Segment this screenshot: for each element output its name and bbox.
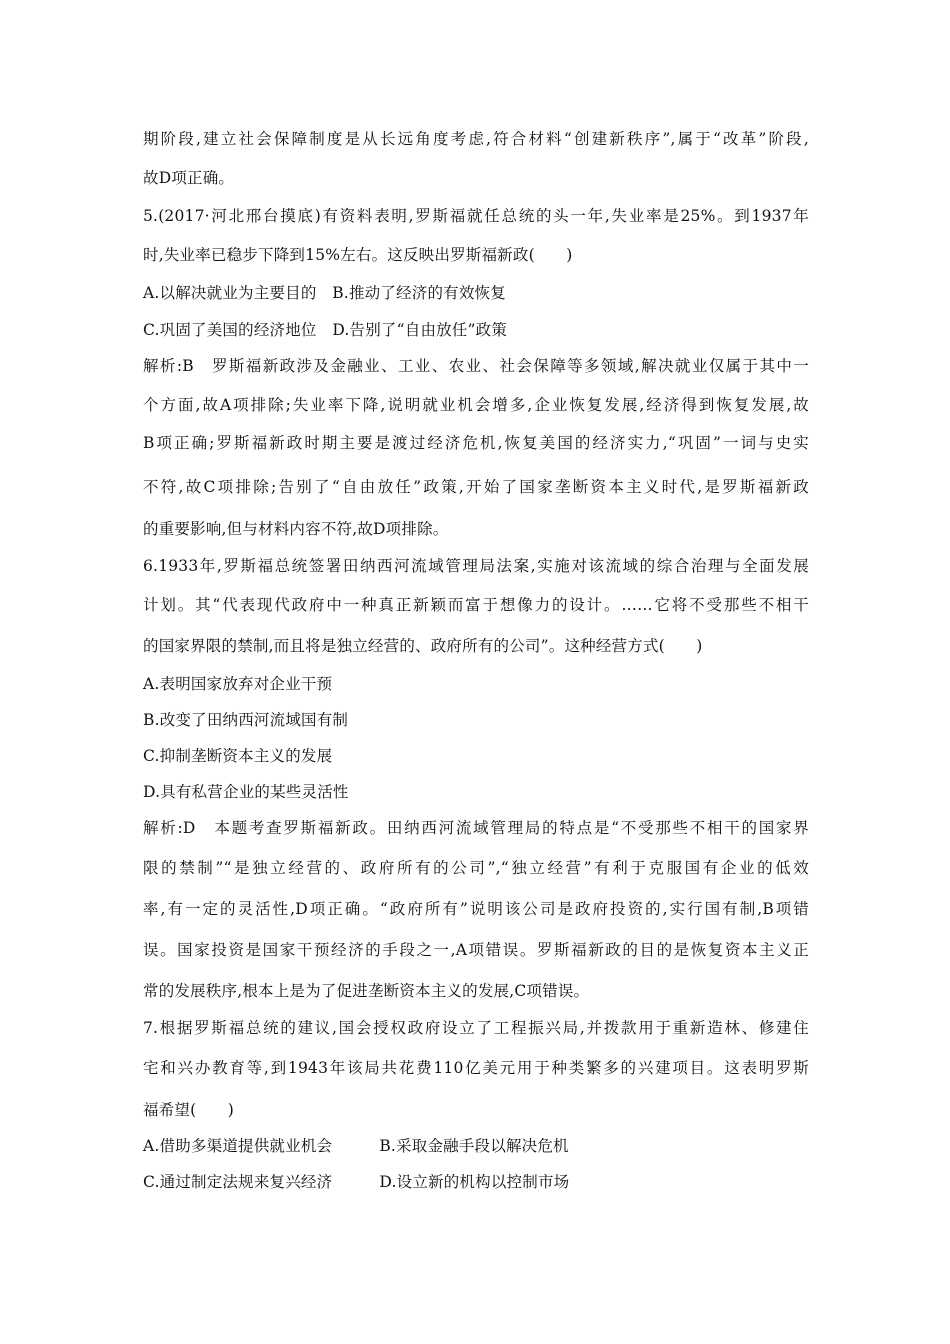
question-6-analysis: 常的发展秩序,根本上是为了促进垄断资本主义的发展,C项错误。: [143, 982, 590, 1000]
question-6-stem: 计划。其“代表现代政府中一种真正新颖而富于想像力的设计。……它将不受那些不相干: [143, 596, 809, 614]
question-6-analysis: 解析:D 本题考查罗斯福新政。田纳西河流域管理局的特点是“不受那些不相干的国家界: [143, 819, 809, 837]
question-5-stem: 时,失业率已稳步下降到15%左右。这反映出罗斯福新政( ): [143, 246, 573, 264]
question-6-option-d: D.具有私营企业的某些灵活性: [143, 783, 349, 801]
question-7-options: C.通过制定法规来复兴经济 D.设立新的机构以控制市场: [143, 1173, 570, 1191]
question-5-analysis: 解析:B 罗斯福新政涉及金融业、工业、农业、社会保障等多领域,解决就业仅属于其中一: [143, 357, 809, 375]
question-6-analysis: 限的禁制”“是独立经营的、政府所有的公司”,“独立经营”有利于克服国有企业的低效: [143, 859, 809, 877]
question-6-option-b: B.改变了田纳西河流域国有制: [143, 711, 349, 729]
question-5-options: C.巩固了美国的经济地位 D.告别了“自由放任”政策: [143, 321, 508, 339]
question-6-option-a: A.表明国家放弃对企业干预: [143, 675, 333, 693]
question-5-analysis: 个方面,故A项排除;失业率下降,说明就业机会增多,企业恢复发展,经济得到恢复发展,故: [143, 396, 809, 414]
question-6-option-c: C.抑制垄断资本主义的发展: [143, 747, 333, 765]
question-7-stem: 7.根据罗斯福总统的建议,国会授权政府设立了工程振兴局,并拨款用于重新造林、修建住: [143, 1019, 809, 1037]
question-5-options: A.以解决就业为主要目的 B.推动了经济的有效恢复: [143, 284, 506, 302]
question-7-stem: 福希望( ): [143, 1101, 234, 1119]
question-6-stem: 6.1933年,罗斯福总统签署田纳西河流域管理局法案,实施对该流域的综合治理与全面发展: [143, 557, 809, 575]
question-7-stem: 宅和兴办教育等,到1943年该局共花费110亿美元用于种类繁多的兴建项目。这表明罗斯: [143, 1059, 809, 1077]
question-6-stem: 的国家界限的禁制,而且将是独立经营的、政府所有的公司”。这种经营方式( ): [143, 637, 703, 655]
question-6-analysis: 误。国家投资是国家干预经济的手段之一,A项错误。罗斯福新政的目的是恢复资本主义正: [143, 941, 809, 959]
text-line: 期阶段,建立社会保障制度是从长远角度考虑,符合材料“创建新秩序”,属于“改革”阶段,: [143, 130, 809, 148]
question-5-stem: 5.(2017·河北邢台摸底)有资料表明,罗斯福就任总统的头一年,失业率是25%。到1937年: [143, 207, 809, 225]
text-line: 故D项正确。: [143, 169, 235, 187]
question-6-analysis: 率,有一定的灵活性,D项正确。“政府所有”说明该公司是政府投资的,实行国有制,B项错: [143, 900, 809, 918]
question-5-analysis: 的重要影响,但与材料内容不符,故D项排除。: [143, 520, 449, 538]
question-7-options: A.借助多渠道提供就业机会 B.采取金融手段以解决危机: [143, 1137, 569, 1155]
question-5-analysis: 不符,故C项排除;告别了“自由放任”政策,开始了国家垄断资本主义时代,是罗斯福新政: [143, 478, 809, 496]
question-5-analysis: B项正确;罗斯福新政时期主要是渡过经济危机,恢复美国的经济实力,“巩固”一词与史实: [143, 434, 809, 452]
